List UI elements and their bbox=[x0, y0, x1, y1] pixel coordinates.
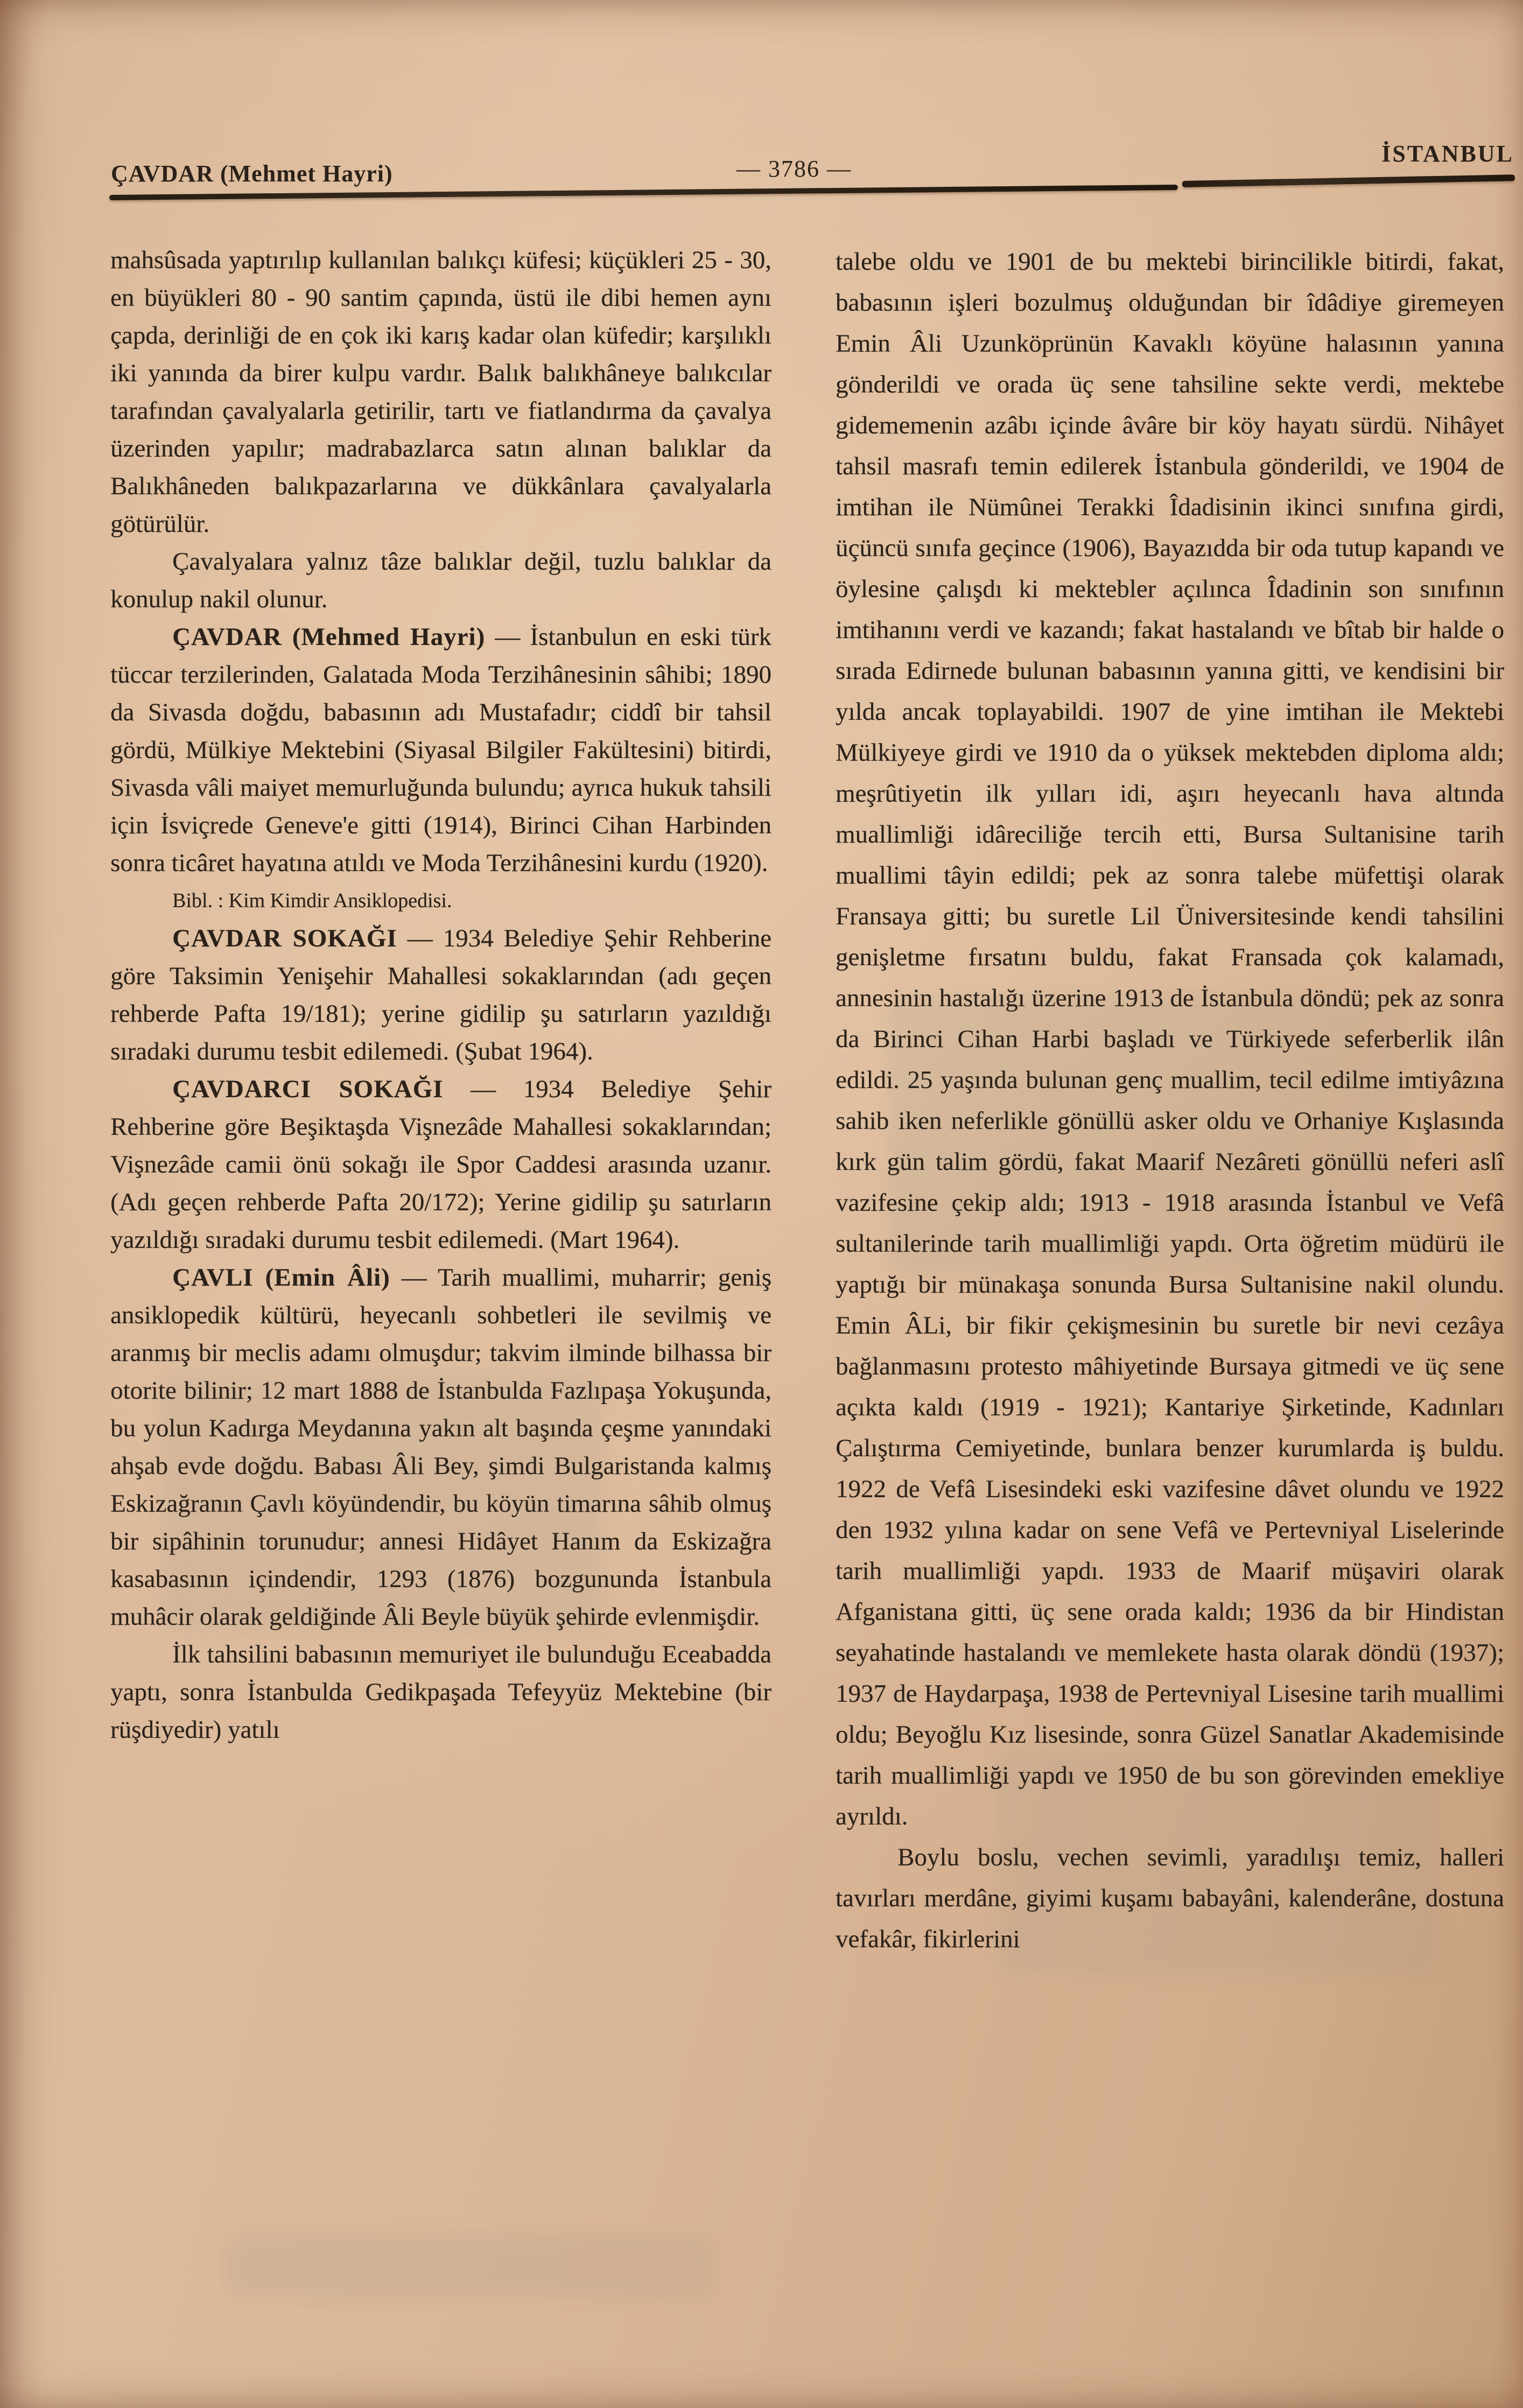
running-head-left-title: ÇAVDAR (Mehmet Hayri) bbox=[111, 160, 393, 187]
encyclopedia-entry-cavdarci-sokagi bbox=[110, 1070, 771, 1259]
entry-body: Bibl. : Kim Kimdir Ansiklopedisi. bbox=[172, 889, 452, 912]
entry-body: İlk tahsilini babasının memuriyet ile bulunduğu Eceabadda yaptı, sonra İstanbulda Gedikpaşada Tefeyyüz Mektebine (bir rüşdiyedir) yatılı bbox=[110, 1640, 771, 1744]
entry-lead: ÇAVDAR (Mehmed Hayri) bbox=[172, 623, 486, 651]
column-right bbox=[836, 241, 1504, 1960]
entry-lead: ÇAVDAR SOKAĞI bbox=[172, 924, 397, 952]
entry-lead: ÇAVDARCI SOKAĞI bbox=[172, 1075, 444, 1103]
header-divider-rule-right-segment bbox=[1182, 174, 1515, 187]
encyclopedia-entry-continuation bbox=[110, 241, 771, 543]
entry-body: — Tarih muallimi, muharrir; geniş ansiklopedik kültürü, heyecanlı sohbetleri ile sevilmiş ve aranmış bir meclis adamı olmuşdur; takvim ilminde bilhassa bir otorite bilinir; 12 mart 1888 de İstanbulda Fazlıpaşa Yokuşunda, bu yolun Kadırga Meydanına yakın alt başında çeşme yanındaki ahşab evde doğdu. Babası Âli Bey, şimdi Bulgaristanda kalmış Eskizağranın Çavlı köyündendir, bu köyün timarına sâhib olmuş bir sipâhinin torunudur; annesi Hidâyet Hanım da Eskizağra kasabasının içindendir, 1293 (1876) bozgununda İstanbula muhâcir olarak geldiğinde Âli Beyle büyük şehirde evlenmişdir. bbox=[110, 1263, 771, 1631]
running-head-right-title: İSTANBUL bbox=[1381, 141, 1514, 167]
encyclopedia-entry-continuation bbox=[836, 241, 1504, 1837]
entry-body: Boylu boslu, vechen sevimli, yaradılışı temiz, halleri tavırları merdâne, giyimi kuşamı babayâni, kalenderâne, dostuna vefakâr, fikirlerini bbox=[836, 1843, 1504, 1953]
paragraph bbox=[110, 1635, 771, 1749]
encyclopedia-entry-cavdar bbox=[110, 618, 771, 882]
column-left bbox=[110, 241, 771, 1749]
entry-body: — İstanbulun en eski türk tüccar terzilerinden, Galatada Moda Terzihânesinin sâhibi; 1890 da Sivasda doğdu, babasının adı Mustafadır; ciddî bir tahsil gördü, Mülkiye Mektebini (Siyasal Bilgiler Fakültesini) bitirdi, Sivasda vâli maiyet memurluğunda bulundu; ayrıca hukuk tahsili için İsviçrede Geneve'e gitti (1914), Birinci Cihan Harbinden sonra ticâret hayatına atıldı ve Moda Terzihânesini kurdu (1920). bbox=[110, 623, 772, 877]
encyclopedia-entry-cavli bbox=[110, 1259, 771, 1635]
page-show-through-artifact bbox=[226, 2234, 711, 2299]
paragraph bbox=[110, 543, 771, 618]
entry-body: mahsûsada yaptırılıp kullanılan balıkçı küfesi; küçükleri 25 - 30, en büyükleri 80 - 90 santim çapında, üstü ile dibi hemen aynı çapda, derinliği de en çok iki karış kadar olan küfedir; karşılıklı iki yanında da birer kulpu vardır. Balık balıkhâneye balıkcılar tarafından çavalyalarla getirilir, tartı ve fiatlandırma da çavalya üzerinden yapılır; madrabazlarca satın alınan balıklar da Balıkhâneden balıkpazarlarına ve dükkânlara çavalyalarla götürülür. bbox=[110, 246, 771, 538]
bibliography-line bbox=[110, 882, 771, 919]
entry-lead: ÇAVLI (Emin Âli) bbox=[172, 1263, 390, 1291]
entry-body: — 1934 Belediye Şehir Rehberine göre Taksimin Yenişehir Mahallesi sokaklarından (adı geçen rehberde Pafta 19/181); yerine gidilip şu satırların yazıldığı sıradaki durumu tesbit edilemedi. (Şubat 1964). bbox=[110, 924, 771, 1065]
encyclopedia-entry-cavdar-sokagi bbox=[110, 919, 771, 1070]
entry-body: — 1934 Belediye Şehir Rehberine göre Beşiktaşda Vişnezâde Mahallesi sokaklarından; Vişnezâde camii önü sokağı ile Spor Caddesi arasında uzanır. (Adı geçen rehberde Pafta 20/172); Yerine gidilip şu satırların yazıldığı sıradaki durumu tesbit edilemedi. (Mart 1964). bbox=[110, 1075, 771, 1254]
entry-body: Çavalyalara yalnız tâze balıklar değil, tuzlu balıklar da konulup nakil olunur. bbox=[110, 547, 771, 613]
paragraph bbox=[836, 1837, 1504, 1960]
entry-body: talebe oldu ve 1901 de bu mektebi birincilikle bitirdi, fakat, babasının işleri bozulmuş olduğundan bir îdâdiye giremeyen Emin Âli Uzunköprünün Kavaklı köyüne halasının yanına gönderildi ve orada üç sene tahsiline sekte verdi, mektebe gidememenin azâbı içinde âvâre bir köy hayatı sürdü. Nihâyet tahsil masrafı temin edilerek İstanbula gönderildi, ve 1904 de imtihan ile Nümûnei Terakki Îdadisinin ikinci sınıfına girdi, üçüncü sınıfa geçince (1906), Bayazıdda bir oda tutup kapandı ve öylesine çalışdı ki mektebler açılınca Îdadinin son sınıfının imtihanını verdi ve kazandı; fakat hastalandı ve bîtab bir halde o sırada Edirnede bulunan babasının yanına gitti, ve kendisini bir yılda ancak toplayabildi. 1907 de yine imtihan ile Mektebi Mülkiyeye girdi ve 1910 da o yüksek mektebden diploma aldı; meşrûtiyetin ilk yılları idi, aşırı heyecanlı hava altında muallimliği idâreciliğe tercih etti, Bursa Sultanisine tarih muallimi tâyin edildi; pek az sonra talebe müfettişi olarak Fransaya gitti; bu suretle Lil Üniversitesinde kendi tahsilini genişletme fırsatını buldu, fakat Fransada çok kalamadı, annesinin hastalığı üzerine 1913 de İstanbula döndü; pek az sonra da Birinci Cihan Harbi başladı ve Türkiyede seferberlik ilân edildi. 25 yaşında bulunan genç muallim, tecil edilme imtiyâzına sahib iken neferlikle gönüllü asker oldu ve Orhaniye Kışlasında kırk gün talim gördü, fakat Maarif Nezâreti gönüllü neferi aslî vazifesine çekip aldı; 1913 - 1918 arasında İstanbul ve Vefâ sultanilerinde tarih muallimliği yapdı. Orta öğretim müdürü ile yaptığı bir münakaşa sonunda Bursa Sultanisine nakil olundu. Emin ÂLi, bir fikir çekişmesinin bu suretle bir nevi cezâya bağlanmasını protesto mâhiyetinde Bursaya gitmedi ve üç sene açıkta kaldı (1919 - 1921); Kantariye Şirketinde, Kadınları Çalıştırma Cemiyetinde, bunlara benzer kurumlarda iş buldu. 1922 de Vefâ Lisesindeki eski vazifesine dâvet olundu ve 1922 den 1932 yılına kadar on sene Vefâ ve Pertevniyal Liselerinde tarih muallimliği yapdı. 1933 de Maarif müşaviri olarak Afganistana gitti, üç sene orada kaldı; 1936 da bir Hindistan seyahatinde hastalandı ve memlekete hasta olarak döndü (1937); 1937 de Haydarpaşa, 1938 de Pertevniyal Lisesine tarih muallimi oldu; Beyoğlu Kız lisesinde, sonra Güzel Sanatlar Akademisinde tarih muallimliği yapdı ve 1950 de bu son görevinden emekliye ayrıldı. bbox=[836, 248, 1504, 1830]
page-number: — 3786 — bbox=[736, 156, 852, 182]
